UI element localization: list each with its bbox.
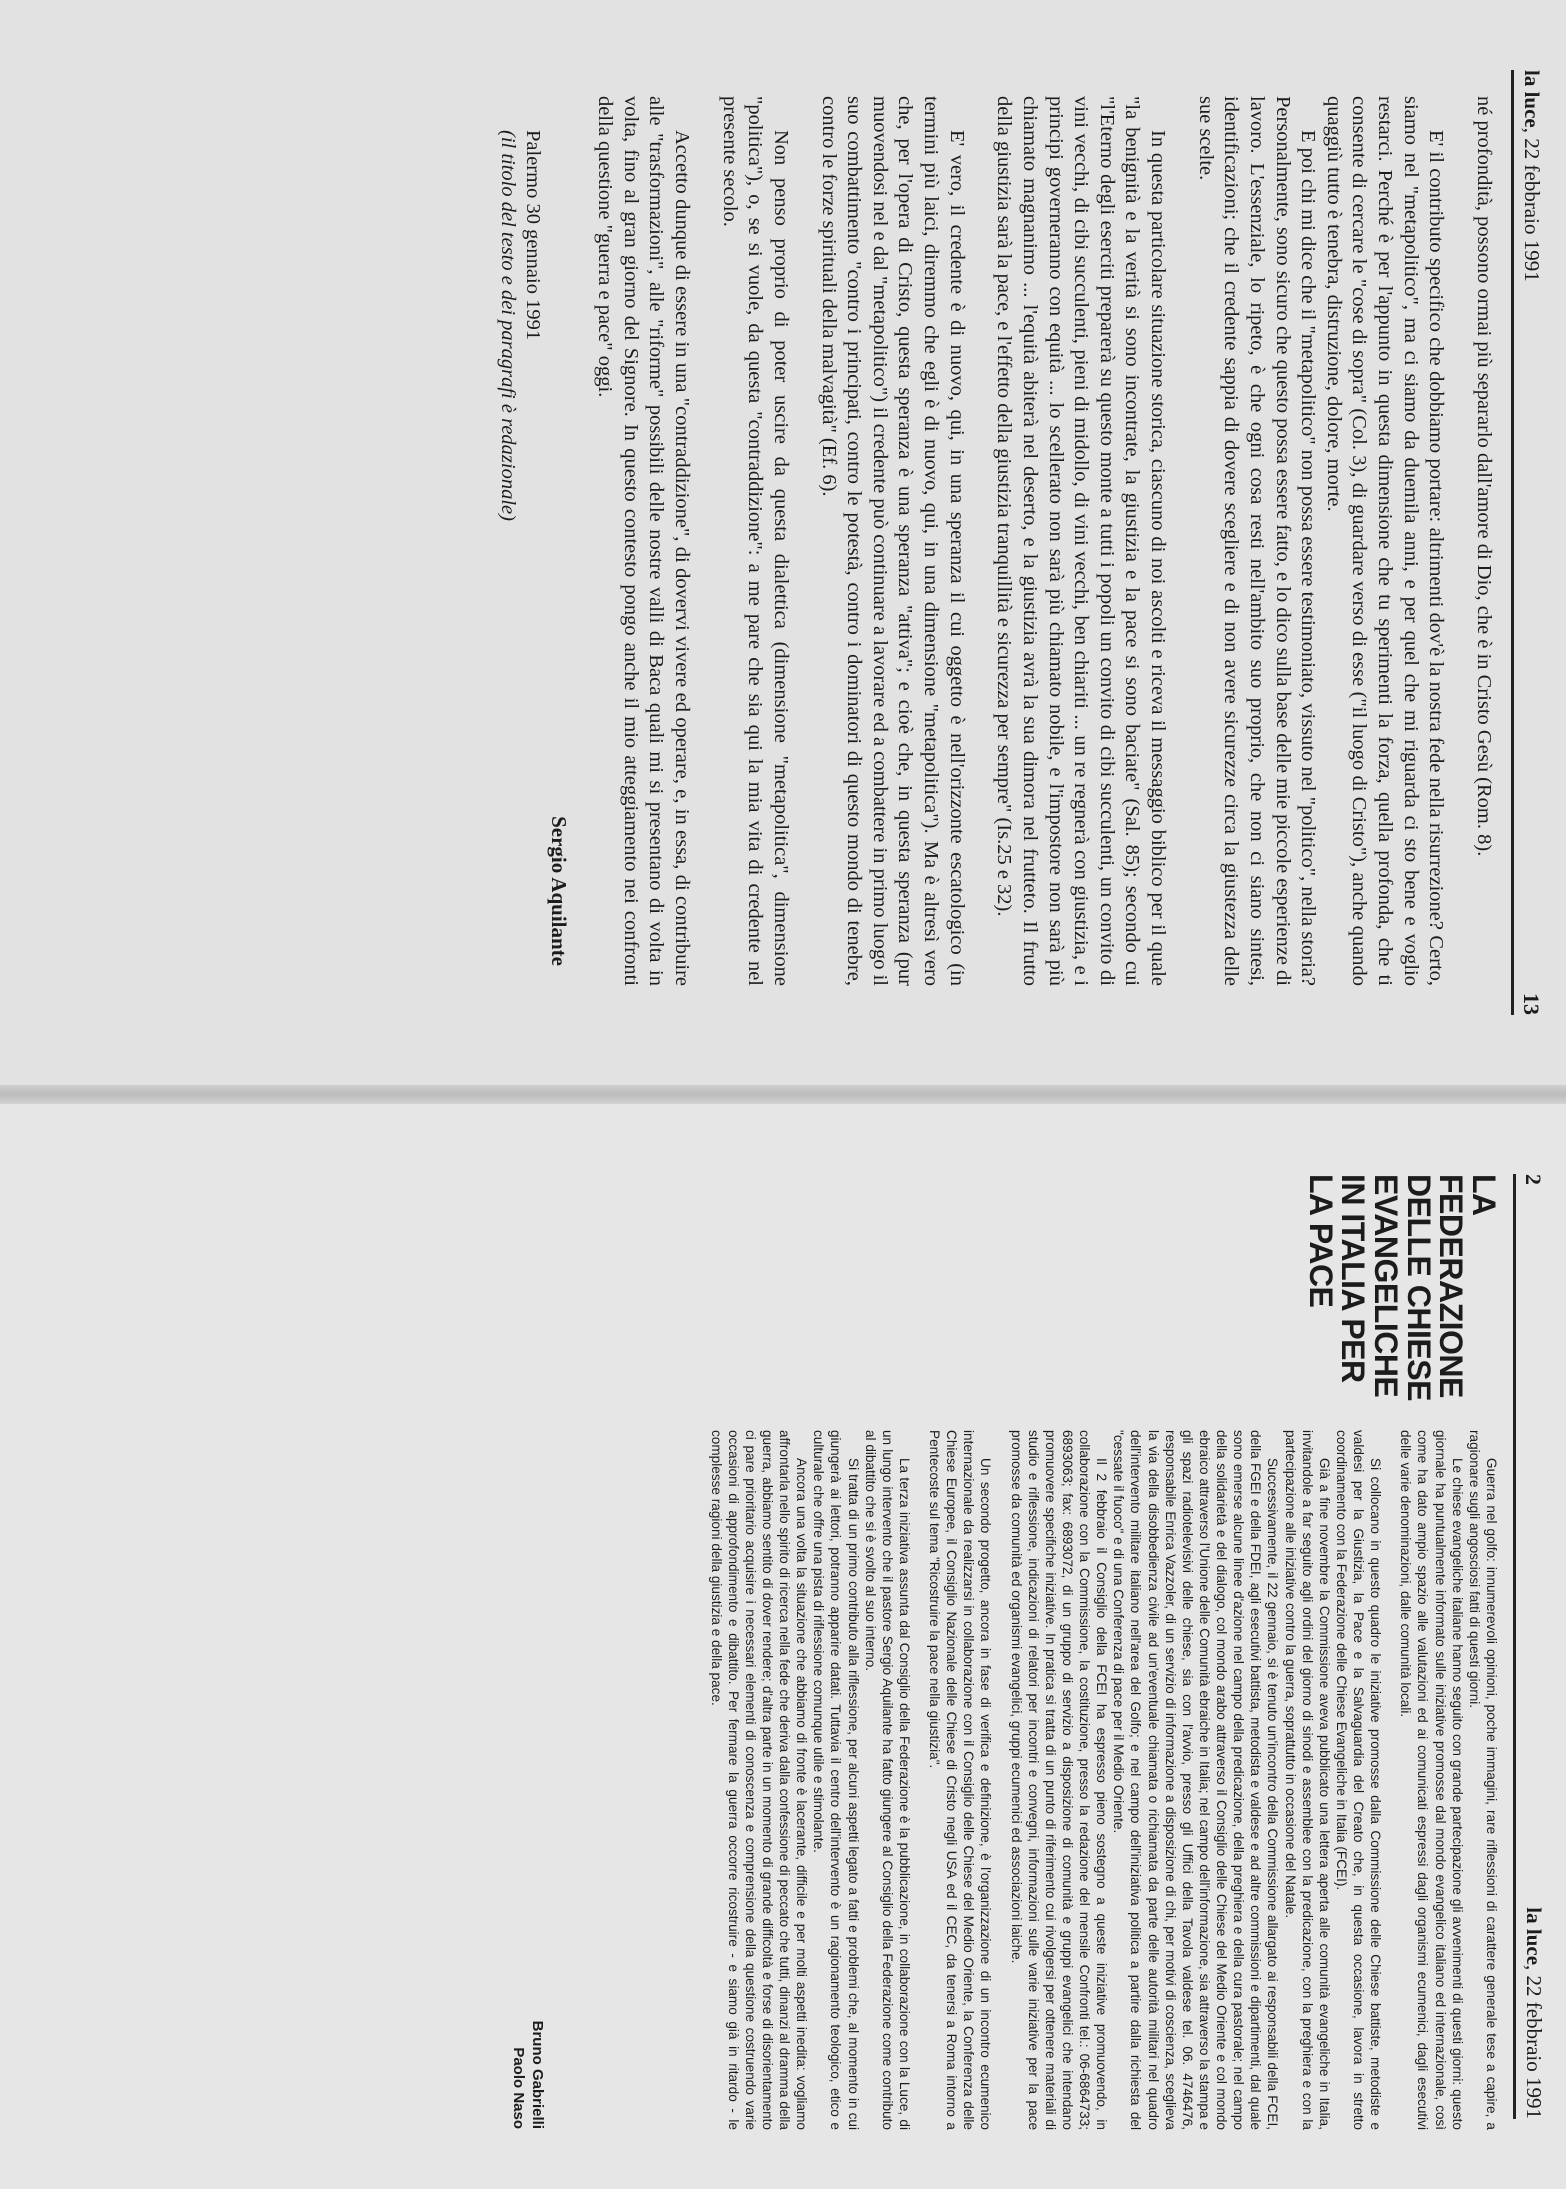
dateline: Palermo 30 gennaio 1991 (522, 130, 545, 341)
paragraph: Ancora una volta la situazione che abbiamo di fronte è lacerante, difficile e per molti aspetti inedita: vogliamo affrontarla nello spirito di ricerca nella fede che deriva dalla confessione di peccato che tutti, dinanzi al dramma della guerra, abbiamo sentito di dover rendere; d'altra parte in un momento di grande difficoltà e forse di disorientamento ci pare prioritario acquisire i necessari elementi di conoscenza e comprensione della questione costruendo varie occasioni di approfondimento e dibattito. Per fermare la guerra occorre ricostruire - e siamo già in ritardo - le complesse ragioni della giustizia e della pace. (708, 1430, 810, 2130)
paragraph: La terza iniziativa assunta dal Consiglio della Federazione è la pubblicazione, in collaborazione con la Luce, di un lungo intervento che il pastore Sergio Aquilante ha fatto giungere al Consiglio della Federazione come contributo al dibattito che si è svolto al suo interno. (862, 1430, 912, 2130)
article-body (494, 96, 1496, 986)
header-rule (1513, 1174, 1516, 2119)
paragraph: Accetto dunque di essere in una "contraddizione", di dovervi vivere ed operare, e, in essa, di contribuire alle "trasformazioni", alle "riforme" possibili delle nostre valli di Baca quali mi si presentano di volta in volta, fino al gran giorno del Signore. In questo contesto pongo anche il mio atteggiamento nei confronti della questione "guerra e pace" oggi. (594, 96, 694, 986)
paragraph: E' il contributo specifico che dobbiamo portare: altrimenti dov'è la nostra fede nella risurrezione? Certo, siamo nel "metapolitico", ma ci siamo da duemila anni, e per quel che mi riguarda ci sto bene e voglio restarci. Perché è per l'appunto in questa dimensione che tu sperimenti la forza, quella profonda, che ti consente di cercare le "cose di sopra" (Col. 3), di guardare verso di esse ("il luogo di Cristo"), anche quando quaggiù tutto è tenebra, distruzione, dolore, morte. (1322, 96, 1448, 986)
masthead (1519, 70, 1544, 282)
paragraph: Si collocano in questo quadro le iniziative promosse dalla Commissione delle Chiese battiste, metodiste e valdesi per la Giustizia, la Pace e la Salvaguardia del Creato che, in questa occasione, lavora in stretto coordinamento con la Federazione delle Chiese Evangeliche in Italia (FCEI). (1334, 1430, 1384, 2130)
author-signature: Sergio Aquilante (546, 816, 571, 966)
page-number: 13 (1519, 993, 1544, 1015)
masthead (1521, 1907, 1546, 2119)
page-header (1514, 70, 1544, 1015)
page-header (1516, 1174, 1546, 2119)
article-headline: LA FEDERAZIONE DELLE CHIESE EVANGELICHE IN ITALIA PER LA PACE (1302, 1174, 1502, 1401)
page-fold (0, 1085, 1566, 1104)
paragraph: In questa particolare situazione storica, ciascuno di noi ascolti e riceva il messaggio biblico per il quale "la benignità e la verità si sono incontrate, la giustizia e la pace si sono baciate" (Sal. 85); secondo cui "l'Eterno degli eserciti preparerà su questo monte a tutti i popoli un convito di cibi succulenti, un convito di vini vecchi, di cibi succulenti, pieni di midollo, di vini vecchi, ben chiariti ... un re regnerà con giustizia, e i principi governeranno con equità ... lo scellerato non sarà più chiamato nobile, e l'impostore non sarà più chiamato magnanimo ... l'equità abiterà nel deserto, e la giustizia avrà la sua dimora nel frutteto. Il frutto della giustizia sarà la pace, e l'effetto della giustizia tranquillità e sicurezza per sempre" (Is.25 e 32). (993, 96, 1170, 986)
paragraph: Il 2 febbraio il Consiglio della FCEI ha espresso pieno sostegno a queste iniziative promuovendo, in collaborazione con la Commissione, la costituzione, presso la redazione del mensile Confronti tel.: 06-6864733; 6893063; fax: 6893072, di un gruppo di servizio a disposizione di comunità e gruppi evangelici che intendano promuovere specifiche iniziative. In pratica si tratta di un punto di riferimento cui rivolgersi per ottenere materiali di studio e riflessione, indicazioni di relatori per incontri e convegni, informazioni sulle varie iniziative per la pace promosse da comunità ed organismi evangelici, gruppi ecumenici ed associazioni laiche. (1008, 1430, 1110, 2130)
author-signatures (509, 1929, 547, 2129)
paper-name: la luce (1520, 70, 1544, 128)
editorial-note: (il titolo del testo e dei paragrafi è redazionale) (496, 130, 519, 521)
paragraph: Già a fine novembre la Commissione aveva pubblicato una lettera aperta alle comunità evangeliche in Italia, invitandole a far seguito agli ordini del giorno di sinodi e assemblee con la predicazione, con la preghiera e con la partecipazione alle iniziative contro la guerra, soprattutto in occasione del Natale. (1282, 1430, 1332, 2130)
header-rule (1511, 70, 1514, 1015)
paper-name: la luce (1522, 1907, 1546, 1966)
paragraph: Un secondo progetto, ancora in fase di verifica e definizione, è l'organizzazione di un incontro ecumenico internazionale da realizzarsi in collaborazione con il Consiglio delle Chiese del Medio Oriente, la Conferenza delle Chiese Europee, il Consiglio Nazionale delle Chiese di Cristo negli USA ed il CEC, da tenersi a Roma intorno a Pentecoste sul tema "Ricostruire la pace nella giustizia". (927, 1430, 994, 2130)
issue-date: , 22 febbraio 1991 (1522, 1965, 1546, 2119)
page-number: 2 (1521, 1174, 1546, 1185)
paragraph: Successivamente, il 22 gennaio, si è tenuto un'incontro della Commissione allargato ai responsabili della FCEI, della FGEI e della FDEI, agli esecutivi battista, metodista e valdese e ad altre commissioni e dipartimenti, dal quale sono emerse alcune linee d'azione nel campo della predicazione, della preghiera e della cura pastorale; nel campo della solidarietà e del dialogo, col mondo arabo attraverso il Consiglio delle Chiese del Medio Oriente e col mondo ebraico attraverso l'Unione delle Comunità ebraiche in Italia; nel campo dell'informazione, sia attraverso la stampa e gli spazi radiotelevisivi delle chiese, sia con l'avvio, presso gli Uffici della Tavola valdese tel. 06. 4746476, responsabile Enrica Vazzoler, di un servizio di informazione a disposizione di chi, per motivi di coscienza, sceglieva la via della disobbedienza civile ad un'eventuale chiamata o richiamata da parte delle autorità militari nel quadro dell'intervento militare italiano nell'area del Golfo; e nel campo dell'iniziativa politica a partire dalla richiesta del "cessate il fuoco" e di una Conferenza di pace per il Medio Oriente. (1111, 1430, 1281, 2130)
author-signature: Paolo Naso (510, 2047, 528, 2129)
issue-date: , 22 febbraio 1991 (1520, 127, 1544, 282)
author-signature: Bruno Gabrielli (529, 2020, 546, 2129)
article-body (708, 1430, 1501, 2130)
paragraph: E poi chi mi dice che il "metapolitico" non possa essere testimoniato, vissuto nel "politico", nella storia? Personalmente, sono sicuro che questo possa essere fatto, e lo dico sulla base delle mie piccole esperienze di lavoro. L'essenziale, lo ripeto, è che ogni cosa resti nell'ambito suo proprio, che non ci siano sintesi, identificazioni; che il credente sappia di dovere scegliere e di non avere sicurezze circa la giustezza delle sue scelte. (1194, 96, 1320, 986)
paragraph: Si tratta di un primo contributo alla riflessione, per alcuni aspetti legato a fatti e problemi che, al momento in cui giungerà ai lettori, potranno apparire datati. Tuttavia il centro dell'intervento è un ragionamento teologico, etico e culturale che offre una pista di riflessione comunque utile e stimolante. (811, 1430, 861, 2130)
paragraph: né profondità, possono ormai più separarlo dall'amore di Dio, che è in Cristo Gesù (Rom. 8). (1473, 96, 1495, 857)
paragraph: Guerra nel golfo: innumerevoli opinioni, poche immagini, rare riflessioni di carattere generale tese a capire, a ragionare sugli angosciosi fatti di questi giorni. (1466, 1430, 1499, 2130)
paragraph: Le chiese evangeliche italiane hanno seguito con grande partecipazione gli avvenimenti di questi giorni: questo giornale ha puntualmente informato sulle iniziative promosse dal mondo evangelico italiano ed internazionale, così come ha dato ampio spazio alle valutazioni ed ai comunicati espressi dagli organismi ecumenici, dagli esecutivi delle varie denominazioni, dalle comunità locali. (1398, 1430, 1465, 2130)
paragraph: E' vero, il credente è di nuovo, qui, in una speranza il cui oggetto è nell'orizzonte escatologico (in termini più laici, diremmo che egli è di nuovo, qui, in una dimensione "metapolitica"). Ma è altresì vero che, per l'opera di Cristo, questa speranza è una speranza "attiva"; e cioè che, in questa speranza (pur muovendosi nel e dal "metapolitico") il credente può continuare a lavorare ed a combattere in primo luogo il suo combattimento "contro i principati, contro le potestà, contro i dominatori di questo mondo di tenebre, contro le forze spirituali della malvagità" (Ef. 6). (817, 96, 968, 986)
page-13 (0, 0, 1566, 1085)
paragraph: Non penso proprio di poter uscire da questa dialettica (dimensione "metapolitica", dimensione "politica"), o, se si vuole, da questa "contraddizione": a me pare che sia qui la mia vita di credente nel presente secolo. (718, 96, 792, 986)
page-2 (0, 1104, 1566, 2189)
